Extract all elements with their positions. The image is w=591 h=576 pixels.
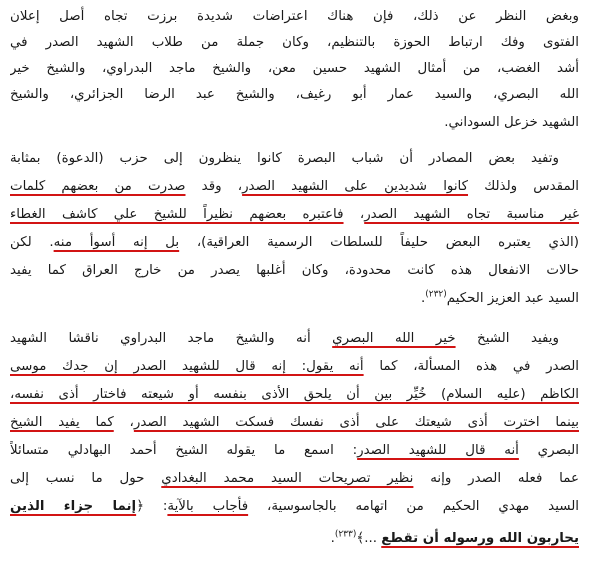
text-run: أشد الغضب، من أمثال الشهيد حسين معن، والشيخ ماجد البدراوي، والشيخ خير	[10, 61, 579, 76]
text-line	[10, 30, 579, 56]
text-run: وتفيد بعض المصادر أن شباب البصرة كانوا ينظرون إلى حزب (الدعوة) بمثابة	[10, 151, 559, 166]
underlined-text: غير مناسبة تجاه الشهيد الصدر	[364, 207, 579, 222]
underlined-text: خير الله البصري	[332, 331, 456, 346]
text-line	[10, 146, 559, 172]
text-line	[10, 354, 579, 380]
text-run: .	[420, 291, 426, 306]
underlined-text: الكاظم (عليه السلام) خُيِّر بين أن يلحق الأذى بنفسه أو شيعته فاختار أذى نفسه،	[10, 387, 579, 402]
underlined-text: فأجاب بالآية	[167, 499, 249, 514]
text-run: عما فعله الصدر وإنه	[413, 471, 579, 486]
text-run: الله البصري، والسيد عمار أبو رغيف، والشيخ عبد الرضا الجزائري، والشيخ	[10, 87, 579, 102]
text-line	[10, 230, 579, 256]
underlined-bold-text: إنما جزاء الذين	[10, 499, 137, 514]
text-run: أنه والشيخ ماجد البدراوي ناقشا الشهيد	[10, 331, 333, 346]
text-run: : ﴿	[136, 499, 168, 514]
underlined-text: كانوا شديدين على الشهيد الصدر	[242, 179, 469, 194]
footnote-reference: (٢٣٢)	[425, 289, 447, 300]
text-run: ،	[343, 207, 365, 222]
text-line	[10, 82, 579, 108]
text-line	[10, 258, 579, 284]
text-run: البصري	[518, 443, 579, 458]
underlined-text: صدرت من بعضهم كلمات	[10, 179, 186, 194]
text-run: السيد عبد العزيز الحكيم	[446, 291, 579, 306]
text-run: حالات الانفعال هذه كانت محدودة، وكان أغلبها يصدر من خارج العراق كما يفيد	[10, 263, 579, 278]
text-run: : اسمع ما يقوله الشيخ أحمد البهادلي متسائلاً	[10, 443, 358, 458]
underlined-text: نظير تصريحات السيد محمد البغدادي	[161, 471, 414, 486]
text-line	[10, 286, 579, 312]
footnote-reference: (٢٣٣)	[334, 529, 357, 540]
underlined-text: فاعتبره بعضهم نظيراً للشيخ علي كاشف الغطاء	[10, 207, 344, 222]
text-line	[10, 466, 579, 492]
text-run: (الذي يعتبره البعض حليفاً للسلطات الرسمية العراقية)،	[179, 235, 579, 250]
underlined-text: أنه قال للشهيد الصدر	[357, 443, 519, 458]
underlined-text: أنه يقول: إنه قال للشهيد الصدر إن جدك موسى	[10, 359, 364, 374]
text-line	[10, 110, 579, 136]
text-line	[10, 326, 559, 352]
text-line	[10, 382, 579, 408]
text-line	[10, 526, 579, 552]
text-line	[10, 202, 579, 228]
text-run: الصدر في هذه المسألة، كما	[363, 359, 579, 374]
text-run: حول ما نسب إلى	[10, 471, 162, 486]
text-run: الفتوى وفك ارتباط الحوزة بالتنظيم، وكان جملة من طلاب الشهيد الصدر في	[10, 35, 579, 50]
text-run: الشهيد خزعل السوداني.	[444, 115, 579, 130]
text-run: . لكن	[10, 235, 54, 250]
underlined-bold-text: يحاربون الله ورسوله أن تقطع	[381, 531, 579, 546]
text-line	[10, 410, 579, 436]
text-run: ،	[113, 415, 134, 430]
text-line	[10, 4, 579, 30]
text-line	[10, 174, 579, 200]
text-run: ويفيد الشيخ	[455, 331, 559, 346]
text-run: ...﴾	[356, 531, 382, 546]
text-line	[10, 494, 579, 520]
text-line	[10, 56, 579, 82]
underlined-text: بل إنه أسوأ منه	[53, 235, 180, 250]
text-run: ، وقد	[185, 179, 243, 194]
underlined-text: بينما اخترت أذى شيعتك على أذى نفسك فسكت الشهيد الصدر	[133, 415, 579, 430]
text-run: وبغض النظر عن ذلك، فإن هناك اعتراضات شديدة برزت تجاه أصل إعلان	[10, 9, 579, 24]
text-line	[10, 438, 579, 464]
text-run: السيد مهدي الحكيم من اتهامه بالجاسوسية،	[248, 499, 579, 514]
underlined-text: كما يفيد الشيخ	[10, 415, 114, 430]
text-run: المقدس ولذلك	[468, 179, 579, 194]
text-run: .	[330, 531, 335, 546]
